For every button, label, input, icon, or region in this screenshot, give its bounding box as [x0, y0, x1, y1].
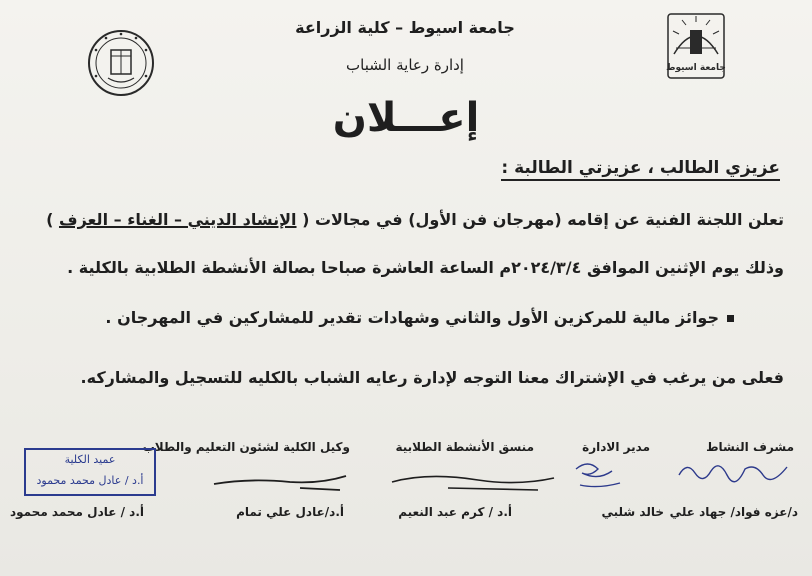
- paragraph-festival: [46, 210, 784, 229]
- prizes-text: جوائز مالية للمركزين الأول والثاني وشهادات تقدير للمشاركين في المهرجان .: [105, 308, 719, 327]
- dean-stamp: [24, 448, 156, 496]
- paragraph-registration: فعلى من يرغب في الإشتراك معنا التوجه لإدارة رعايه الشباب بالكليه للتسجيل والمشاركه.: [80, 368, 784, 387]
- announcement-title: إعـــلان: [332, 95, 480, 141]
- assiut-university-logo-icon: [666, 12, 726, 80]
- svg-text:جامعة اسيوط: جامعة اسيوط: [666, 63, 726, 73]
- signatory-title-activity-supervisor: مشرف النشاط: [706, 440, 794, 454]
- paragraph-festival-suffix: ): [46, 210, 54, 229]
- signature-admin-director: [568, 455, 628, 495]
- signature-vice-dean: [210, 470, 350, 496]
- signatory-name-dean: أ.د / عادل محمد محمود: [9, 505, 144, 519]
- paragraph-festival-prefix: تعلن اللجنة الفنية عن إقامه (مهرجان فن الأول) في مجالات (: [302, 210, 784, 229]
- salutation: عزيزي الطالب ، عزيزتي الطالبة :: [501, 158, 780, 181]
- department-line: إدارة رعاية الشباب: [346, 56, 464, 74]
- signatory-name-vice-dean: أ.د/عادل علي تمام: [236, 505, 344, 519]
- signatory-name-activities-coordinator: أ.د / كرم عبد النعيم: [398, 505, 512, 519]
- signature-activities-coordinator: [388, 470, 558, 496]
- signatory-name-admin-director: خالد شلبي: [601, 505, 664, 519]
- signatory-title-vice-dean: وكيل الكلية لشئون التعليم والطلاب: [142, 440, 350, 454]
- stamp-name: أ.د / عادل محمد محمود: [36, 474, 144, 487]
- stamp-title: عميد الكلية: [64, 453, 116, 466]
- festival-fields: الإنشاد الديني – الغناء – العزف: [58, 210, 297, 229]
- bullet-icon: [727, 315, 734, 322]
- signatory-title-activities-coordinator: منسق الأنشطة الطلابية: [395, 440, 534, 454]
- paragraph-date-venue: وذلك يوم الإثنين الموافق ٢٠٢٤/٣/٤م الساعة العاشرة صباحا بصالة الأنشطة الطلابية بالكلية .: [67, 258, 784, 277]
- university-faculty-line: جامعة اسيوط – كلية الزراعة: [295, 18, 515, 37]
- signatory-name-activity-supervisor: د/عزه فواد/ جهاد علي: [669, 505, 798, 519]
- faculty-seal-icon: [86, 28, 156, 98]
- signature-activity-supervisor: [675, 455, 795, 487]
- signatory-title-admin-director: مدير الادارة: [582, 440, 650, 454]
- paragraph-prizes: [105, 308, 734, 327]
